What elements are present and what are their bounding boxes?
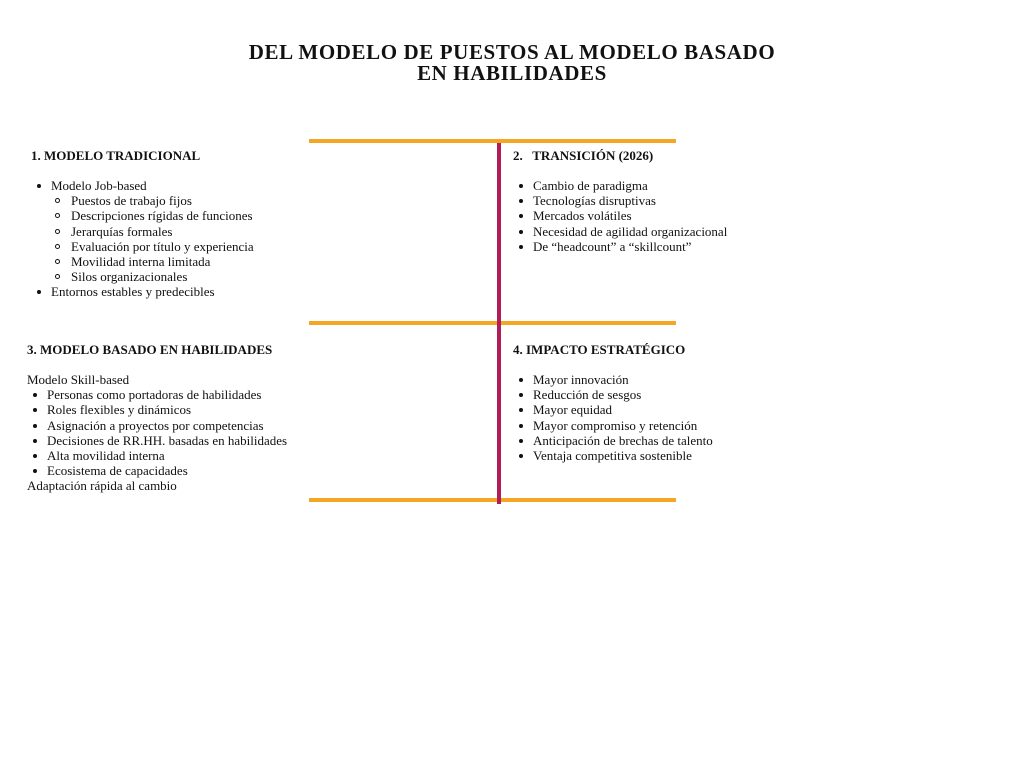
sub-list-item: Evaluación por título y experiencia <box>51 239 471 254</box>
title-line-2: EN HABILIDADES <box>417 61 607 85</box>
list-item: Cambio de paradigma <box>513 178 993 193</box>
sub-list-item: Descripciones rígidas de funciones <box>51 208 471 223</box>
list-item: Ecosistema de capacidades <box>27 463 477 478</box>
list-item: Decisiones de RR.HH. basadas en habilidades <box>27 433 477 448</box>
list-item: De “headcount” a “skillcount” <box>513 239 993 254</box>
section-modelo-tradicional <box>31 148 471 300</box>
bullet-list <box>27 387 477 478</box>
sub-bullet-list <box>51 193 471 284</box>
list-item: Personas como portadoras de habilidades <box>27 387 477 402</box>
list-item: Ventaja competitiva sostenible <box>513 448 993 463</box>
sub-list-item: Silos organizacionales <box>51 269 471 284</box>
list-item: Mayor innovación <box>513 372 993 387</box>
bullet-list <box>513 178 993 254</box>
list-item: Roles flexibles y dinámicos <box>27 402 477 417</box>
section-impacto-estrategico <box>513 342 993 463</box>
list-item: Tecnologías disruptivas <box>513 193 993 208</box>
top-orange-divider <box>309 139 676 143</box>
list-item: Mercados volátiles <box>513 208 993 223</box>
page-title <box>0 42 1024 84</box>
sub-list-item: Puestos de trabajo fijos <box>51 193 471 208</box>
list-item: Mayor equidad <box>513 402 993 417</box>
section-transicion <box>513 148 993 254</box>
list-item: Mayor compromiso y retención <box>513 418 993 433</box>
section-heading: 1. MODELO TRADICIONAL <box>31 148 201 163</box>
sub-list-item: Jerarquías formales <box>51 224 471 239</box>
section-heading: 2. TRANSICIÓN (2026) <box>513 148 654 163</box>
list-item: Entornos estables y predecibles <box>31 284 471 299</box>
list-item: Necesidad de agilidad organizacional <box>513 224 993 239</box>
list-item: Alta movilidad interna <box>27 448 477 463</box>
section-outro: Adaptación rápida al cambio <box>27 478 177 494</box>
section-heading: 4. IMPACTO ESTRATÉGICO <box>513 342 686 357</box>
center-magenta-divider <box>497 143 501 504</box>
list-item <box>31 178 471 284</box>
section-modelo-habilidades <box>27 342 477 494</box>
bottom-orange-divider <box>309 498 676 502</box>
bullet-list <box>31 178 471 300</box>
middle-orange-divider <box>309 321 676 325</box>
list-item: Reducción de sesgos <box>513 387 993 402</box>
section-intro: Modelo Skill-based <box>27 372 130 387</box>
bullet-list <box>513 372 993 463</box>
section-heading: 3. MODELO BASADO EN HABILIDADES <box>27 342 273 357</box>
list-item: Asignación a proyectos por competencias <box>27 418 477 433</box>
list-item-text: Modelo Job-based <box>51 178 147 193</box>
title-line-1: DEL MODELO DE PUESTOS AL MODELO BASADO <box>248 40 776 64</box>
sub-list-item: Movilidad interna limitada <box>51 254 471 269</box>
list-item: Anticipación de brechas de talento <box>513 433 993 448</box>
